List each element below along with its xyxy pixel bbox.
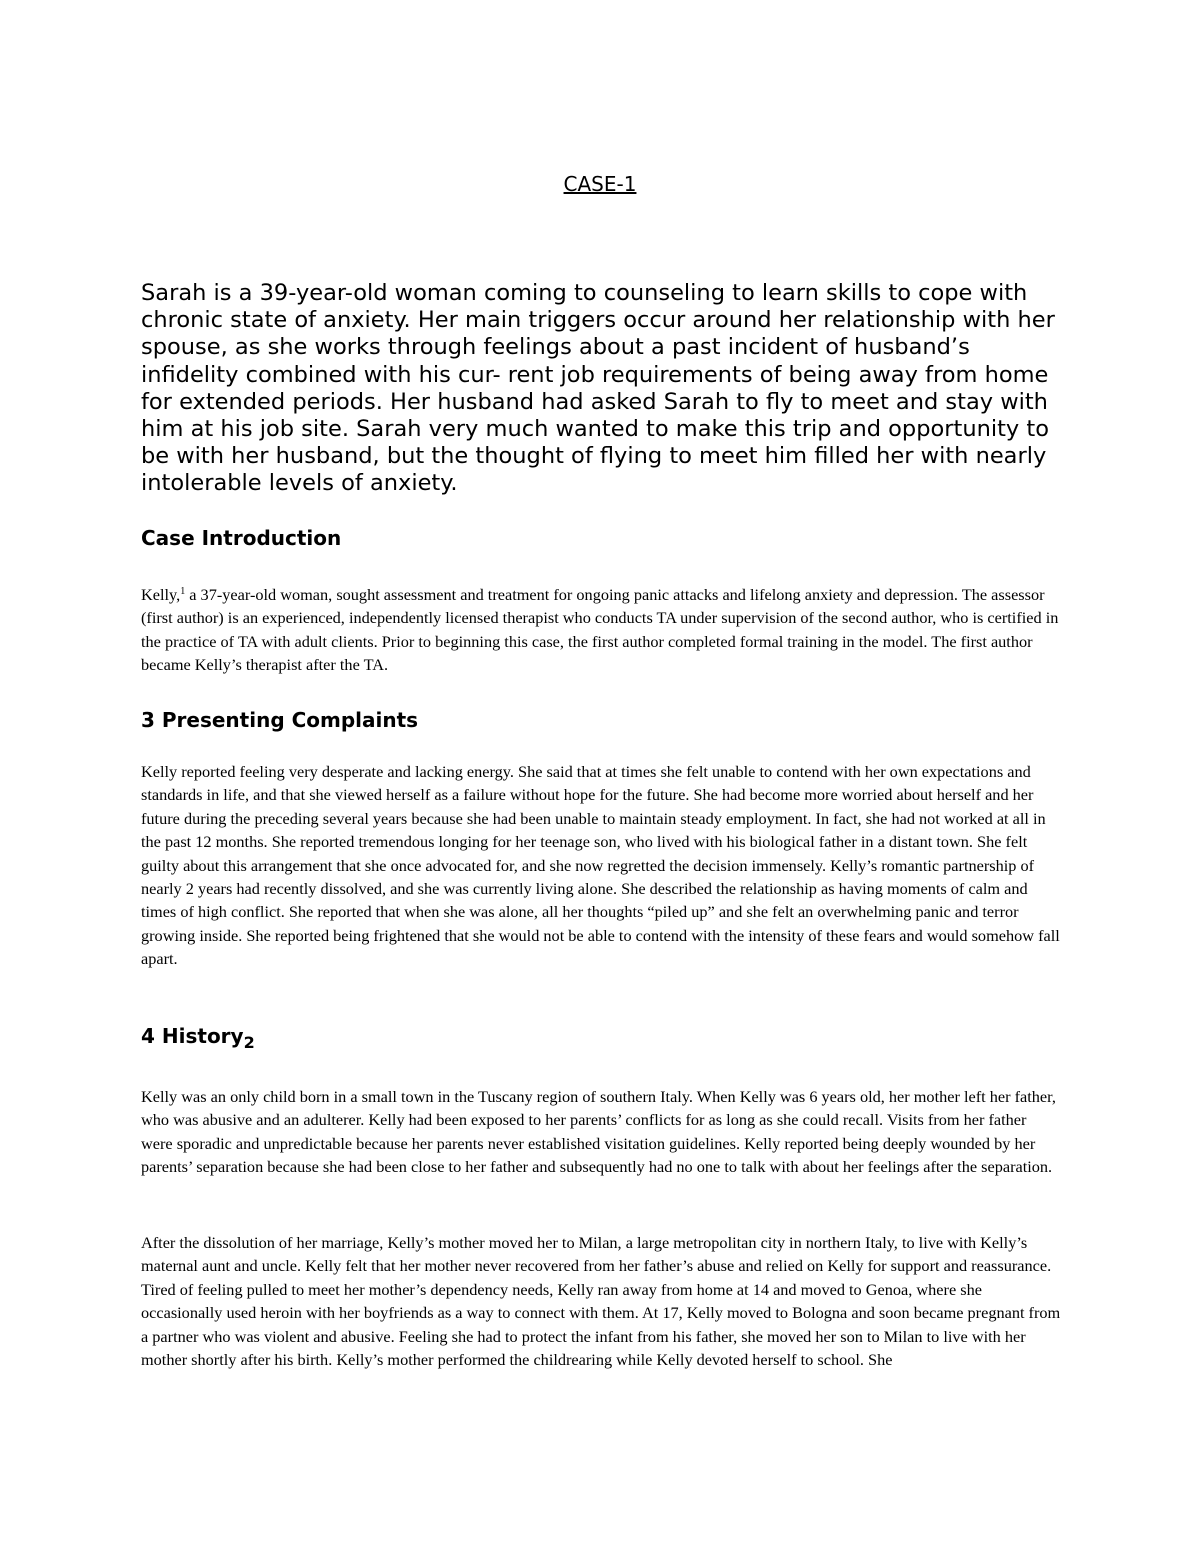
presenting-complaints-paragraph: Kelly reported feeling very desperate and lacking energy. She said that at times she felt unable to contend with her own expectations and standards in life, and that she viewed herself as a failure without hope for the future. She had become more worried about herself and her future during the preceding several years because she had been unable to maintain steady employment. In fact, she had not worked at all in the past 12 months. She reported tremendous longing for her teenage son, who lived with his biological father in a distant town. She felt guilty about this arrangement that she once advocated for, and she now regretted the decision immensely. Kelly’s romantic partnership of nearly 2 years had recently dissolved, and she was currently living alone. She described the relationship as having moments of calm and times of high conflict. She reported that when she was alone, all her thoughts “piled up” and she felt an overwhelming panic and terror growing inside. She reported being frightened that she would not be able to contend with the intensity of these fears and would somehow fall apart. xyxy=(141,762,1060,969)
section-heading-case-introduction: Case Introduction xyxy=(141,526,342,550)
intro-paragraph: Sarah is a 39-year-old woman coming to counseling to learn skills to cope with chronic state of anxiety. Her main triggers occur around her relationship with her spouse, as she works through feelings about a past incident of husband’s infidelity combined with his cur- rent job requirements of being away from home for extended periods. Her husband had asked Sarah to fly to meet and stay with him at his job site. Sarah very much wanted to make this trip and opportunity to be with her husband, but the thought of flying to meet him filled her with nearly intolerable levels of anxiety. xyxy=(141,280,1055,497)
case-introduction-body: a 37-year-old woman, sought assessment and treatment for ongoing panic attacks and lifelong anxiety and depression. The assessor (first author) is an experienced, independently licensed therapist who conducts TA under supervision of the second author, who is certified in the practice of TA with adult clients. Prior to beginning this case, the first author completed formal training in the model. The first author became Kelly’s therapist after the TA. xyxy=(141,585,1059,675)
footnote-marker: 1 xyxy=(180,586,186,597)
document-title: CASE-1 xyxy=(563,172,637,196)
history-paragraph-2: After the dissolution of her marriage, Kelly’s mother moved her to Milan, a large metropolitan city in northern Italy, to live with Kelly’s maternal aunt and uncle. Kelly felt that her mother never recovered from her father’s abuse and relied on Kelly for support and reassurance. Tired of feeling pulled to meet her mother’s dependency needs, Kelly ran away from home at 14 and moved to Genoa, where she occasionally used heroin with her boyfriends as a way to connect with them. At 17, Kelly moved to Bologna and soon became pregnant from a partner who was violent and abusive. Feeling she had to protect the infant from his father, she moved her son to Milan to live with her mother shortly after his birth. Kelly’s mother performed the childrearing while Kelly devoted herself to school. She xyxy=(141,1233,1061,1370)
case-introduction-paragraph xyxy=(141,583,1061,677)
section-heading-history xyxy=(141,1022,255,1050)
section-heading-presenting-complaints: 3 Presenting Complaints xyxy=(141,708,419,732)
history-heading-text: 4 History xyxy=(141,1024,244,1048)
history-heading-subscript: 2 xyxy=(243,1033,255,1052)
case-introduction-lead: Kelly, xyxy=(141,585,181,604)
history-paragraph-1: Kelly was an only child born in a small town in the Tuscany region of southern Italy. When Kelly was 6 years old, her mother left her father, who was abusive and an adulterer. Kelly had been exposed to her parents’ conflicts for as long as she could recall. Visits from her father were sporadic and unpredictable because her parents never established visitation guidelines. Kelly reported being deeply wounded by her parents’ separation because she had been close to her father and subsequently had no one to talk with about her feelings after the separation. xyxy=(141,1087,1056,1177)
